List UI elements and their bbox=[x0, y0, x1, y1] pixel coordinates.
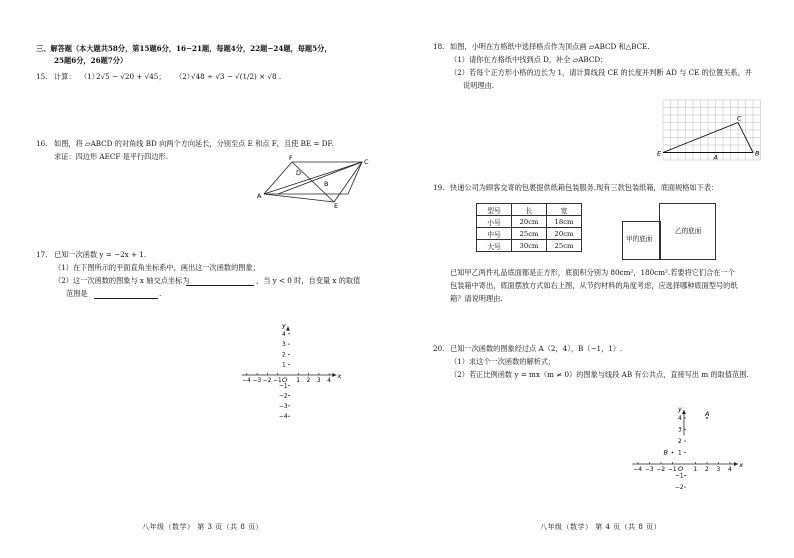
label-c: C bbox=[364, 158, 369, 166]
segment-ce bbox=[334, 162, 362, 202]
label-e: E bbox=[657, 149, 662, 158]
x-tick-label: 2 bbox=[306, 378, 311, 384]
q18-number: 18. bbox=[433, 42, 445, 51]
q15-part1-expr: 2√5 − √20 + √45； bbox=[96, 72, 166, 81]
diagonal-ac bbox=[264, 162, 362, 194]
y-tick-label: −2 bbox=[675, 485, 684, 491]
y-axis-arrow bbox=[286, 327, 290, 331]
label-a: A bbox=[257, 192, 262, 200]
q19-text: 快递公司为顾客交寄的包裹提供纸箱包装服务.现有三款包装纸箱，底面规格如下表： bbox=[450, 183, 719, 192]
y-axis-arrow bbox=[682, 410, 686, 414]
y-tick-label: 4 bbox=[282, 331, 286, 338]
origin-label: O bbox=[678, 465, 684, 473]
x-axis-arrow bbox=[734, 462, 738, 466]
y-tick-label: 3 bbox=[678, 427, 682, 434]
x-axis-arrow bbox=[332, 373, 336, 377]
q16-text: 如图，将 ▱ABCD 的对角线 BD 向两个方向延长，分别至点 E 和点 F，且使 BE = DF. bbox=[54, 139, 334, 148]
label-c: C bbox=[737, 114, 742, 123]
q20-coordinate-axes bbox=[618, 382, 758, 500]
q16-proof: 求证：四边形 AECF 是平行四边形. bbox=[54, 152, 169, 161]
y-axis-label: y bbox=[678, 405, 682, 414]
label-b: B bbox=[755, 149, 760, 158]
table-cell: 18cm bbox=[547, 216, 582, 228]
x-tick-label: 4 bbox=[327, 378, 331, 384]
x-tick-label: 4 bbox=[728, 467, 732, 473]
x-tick-label: −3 bbox=[252, 378, 262, 384]
y-tick-label: 2 bbox=[282, 352, 286, 359]
q15-number: 15. bbox=[36, 72, 48, 81]
q20-part1: （1）求这个一次函数的解析式； bbox=[450, 357, 556, 366]
q19-size-table bbox=[476, 203, 582, 252]
y-tick-label: −1 bbox=[279, 383, 288, 390]
y-tick-label: −4 bbox=[279, 414, 288, 421]
box-a-label: 甲的底面 bbox=[626, 235, 653, 243]
q19-para3: 箱？请说明理由. bbox=[450, 294, 503, 303]
table-header-cell: 宽 bbox=[547, 204, 582, 216]
label-f: F bbox=[289, 154, 293, 162]
x-axis-label: x bbox=[337, 372, 342, 380]
origin-label: O bbox=[282, 376, 288, 384]
x-tick-label: −2 bbox=[262, 378, 272, 384]
q18-part2b: 说明理由. bbox=[463, 81, 495, 90]
label-e: E bbox=[334, 202, 339, 210]
x-tick-label: −2 bbox=[656, 467, 666, 473]
x-tick-label: 2 bbox=[705, 467, 709, 473]
x-tick-label: 1 bbox=[296, 378, 301, 384]
section-title-line1: 三、解答题（本大题共58分，第15题6分，16−21题，每题4分，22题−24题，每题5分， bbox=[36, 44, 332, 53]
y-tick-label: −2 bbox=[279, 393, 288, 400]
q17-part2b: ，当 y < 0 时，自变量 x 的取值 bbox=[256, 276, 361, 285]
q18-text: 如图，小明在方格纸中选择格点作为顶点画 ▱ABCD 和△BCE. bbox=[450, 42, 650, 51]
x-tick-label: −1 bbox=[273, 378, 282, 384]
table-row bbox=[477, 216, 582, 228]
table-cell: 25cm bbox=[512, 228, 547, 240]
q20-number: 20. bbox=[433, 344, 445, 353]
y-tick-label: 1 bbox=[678, 450, 682, 457]
q15-part2-expr: √48 ÷ √3 − √(1/2) × √8 . bbox=[191, 72, 282, 81]
q16-parallelogram-figure bbox=[257, 154, 372, 210]
table-cell: 大号 bbox=[477, 240, 512, 252]
q17-number: 17. bbox=[36, 250, 48, 259]
label-a: A bbox=[713, 153, 718, 162]
y-tick-label: 3 bbox=[282, 342, 286, 349]
q17-blank-1 bbox=[186, 285, 254, 286]
q17-part1: （1）在下图所示的平面直角坐标系中，画出这一次函数的图象； bbox=[54, 263, 260, 272]
q20-part2: （2）若正比例函数 y = mx（m ≠ 0）的图象与线段 AB 有公共点，直接写出 m 的取值范围. bbox=[450, 370, 749, 379]
q17-part2d: . bbox=[159, 289, 162, 298]
table-cell: 25cm bbox=[547, 240, 582, 252]
table-header-row bbox=[477, 204, 582, 216]
table-cell: 小号 bbox=[477, 216, 512, 228]
x-tick-label: −4 bbox=[242, 378, 251, 384]
x-tick-label: −4 bbox=[633, 467, 643, 473]
x-axis-label: x bbox=[739, 461, 744, 469]
table-row bbox=[477, 228, 582, 240]
q17-coordinate-axes bbox=[230, 300, 340, 434]
q19-para2: 包装箱中寄出，底面摆放方式如右上图，从节约材料的角度考虑，应选择哪种底面型号的纸 bbox=[450, 281, 738, 290]
footer-left: 八年级（数学） 第 3 页（共 8 页） bbox=[142, 523, 264, 531]
y-tick-label: −1 bbox=[675, 473, 684, 480]
point-b bbox=[672, 452, 674, 454]
label-d: D bbox=[296, 169, 302, 177]
x-tick-label: 3 bbox=[716, 467, 721, 473]
table-row bbox=[477, 240, 582, 252]
y-tick-label: −3 bbox=[279, 403, 288, 410]
q17-blank-2 bbox=[94, 298, 158, 299]
y-tick-label: 2 bbox=[678, 439, 682, 445]
q15-part1-label: （1） bbox=[80, 72, 99, 81]
q18-part1: （1）请你在方格纸中找到点 D，补全 ▱ABCD； bbox=[450, 55, 608, 64]
q19-para1: 已知甲乙两件礼品底面都是正方形，底面积分别为 80cm²，180cm².若要将它们合在一个 bbox=[450, 268, 735, 277]
q19-number: 19. bbox=[433, 183, 445, 192]
q15-prompt: 计算： bbox=[54, 72, 76, 81]
q17-text: 已知一次函数 y = −2x + 1. bbox=[54, 250, 147, 259]
x-tick-label: −3 bbox=[645, 467, 654, 473]
table-cell: 20cm bbox=[512, 216, 547, 228]
x-tick-label: 3 bbox=[316, 378, 321, 384]
q16-number: 16. bbox=[36, 139, 48, 148]
q20-text: 已知一次函数的图象经过点 A（2，4），B（−1，1）. bbox=[450, 344, 623, 353]
table-cell: 中号 bbox=[477, 228, 512, 240]
point-a-label: A bbox=[705, 410, 710, 418]
section-title-line2: 25题6分，26题7分） bbox=[54, 56, 128, 65]
table-cell: 20cm bbox=[547, 228, 582, 240]
x-tick-label: −1 bbox=[668, 467, 677, 473]
table-cell: 30cm bbox=[512, 240, 547, 252]
y-axis-label: y bbox=[282, 321, 286, 330]
footer-right: 八年级（数学） 第 4 页（共 8 页） bbox=[540, 523, 662, 531]
point-b-label: B bbox=[663, 448, 668, 457]
table-header-cell: 长 bbox=[512, 204, 547, 216]
segment-ea bbox=[264, 194, 334, 202]
y-tick-label: 4 bbox=[678, 416, 682, 422]
label-b: B bbox=[324, 180, 329, 188]
q18-part2a: （2）若每个正方形小格的边长为 1，请计算线段 CE 的长度并判断 AD 与 CE 的位置关系，并 bbox=[450, 68, 752, 77]
x-tick-label: 1 bbox=[693, 467, 698, 473]
q17-part2c: 范围是 bbox=[66, 289, 88, 298]
q18-grid-figure bbox=[657, 100, 761, 166]
y-tick-label: 1 bbox=[282, 362, 286, 369]
table-header-cell: 型号 bbox=[477, 204, 512, 216]
q17-part2a: （2）这一次函数的图象与 x 轴交点坐标为 bbox=[54, 276, 190, 285]
q15-part2-label: （2） bbox=[175, 72, 194, 81]
box-b-label: 乙的底面 bbox=[675, 227, 702, 235]
